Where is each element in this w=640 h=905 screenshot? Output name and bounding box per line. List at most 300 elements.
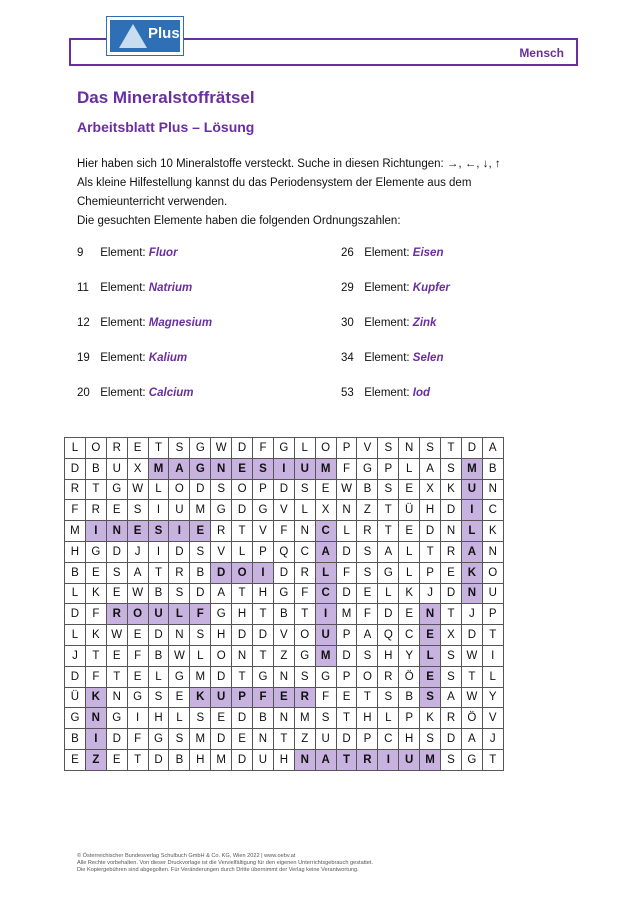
grid-cell: Y <box>482 687 503 708</box>
element-item: 20 Element: Calcium <box>77 387 194 399</box>
grid-cell: W <box>461 687 482 708</box>
grid-cell: C <box>399 625 420 646</box>
grid-cell: I <box>127 708 148 729</box>
grid-cell: K <box>441 479 462 500</box>
grid-cell: T <box>482 749 503 770</box>
grid-cell: R <box>441 708 462 729</box>
grid-cell: I <box>169 521 190 542</box>
grid-cell: B <box>169 749 190 770</box>
grid-cell: A <box>315 541 336 562</box>
grid-cell: Ö <box>461 708 482 729</box>
grid-cell: T <box>441 604 462 625</box>
grid-cell: U <box>106 458 127 479</box>
grid-cell: K <box>461 562 482 583</box>
grid-cell: S <box>441 458 462 479</box>
grid-cell: B <box>273 604 294 625</box>
instruction-line: Die gesuchten Elemente haben die folgenden Ordnungszahlen: <box>77 215 401 227</box>
grid-cell: L <box>294 438 315 459</box>
grid-cell: I <box>85 729 106 750</box>
grid-cell: P <box>336 666 357 687</box>
grid-cell: C <box>378 729 399 750</box>
grid-cell: V <box>253 521 274 542</box>
grid-cell: A <box>127 562 148 583</box>
footer-line: Alle Rechte vorbehalten. Von dieser Druckvorlage ist die Vervielfältigung für den eigenen Unterrichtsgebrauch gestattet. <box>77 860 374 866</box>
grid-cell: Z <box>85 749 106 770</box>
grid-cell: B <box>399 687 420 708</box>
element-answer: Eisen <box>412 247 444 259</box>
grid-cell: G <box>65 708 86 729</box>
grid-cell: U <box>169 500 190 521</box>
grid-cell: D <box>273 479 294 500</box>
grid-cell: R <box>85 500 106 521</box>
grid-cell: O <box>357 666 378 687</box>
grid-cell: N <box>399 438 420 459</box>
grid-cell: E <box>420 625 441 646</box>
grid-cell: O <box>85 438 106 459</box>
grid-cell: W <box>106 625 127 646</box>
grid-cell: D <box>253 625 274 646</box>
grid-row <box>65 645 504 666</box>
subject-label: Mensch <box>519 46 564 60</box>
grid-cell: T <box>232 666 253 687</box>
grid-cell: E <box>399 604 420 625</box>
grid-cell: A <box>357 625 378 646</box>
grid-cell: T <box>273 729 294 750</box>
grid-cell: G <box>253 500 274 521</box>
grid-cell: M <box>190 729 211 750</box>
grid-cell: L <box>148 479 169 500</box>
grid-cell: E <box>336 687 357 708</box>
grid-cell: D <box>461 438 482 459</box>
grid-row <box>65 604 504 625</box>
grid-cell: C <box>482 500 503 521</box>
footer <box>77 853 373 874</box>
grid-cell: F <box>85 604 106 625</box>
grid-cell: N <box>441 521 462 542</box>
grid-cell: S <box>169 729 190 750</box>
grid-cell: C <box>315 521 336 542</box>
grid-cell: A <box>461 729 482 750</box>
grid-cell: D <box>232 438 253 459</box>
grid-cell: I <box>273 458 294 479</box>
grid-cell: H <box>65 541 86 562</box>
grid-cell: M <box>294 708 315 729</box>
grid-cell: R <box>294 687 315 708</box>
grid-row <box>65 521 504 542</box>
grid-cell: R <box>211 521 232 542</box>
grid-cell: P <box>420 562 441 583</box>
grid-cell: W <box>461 645 482 666</box>
grid-cell: Y <box>399 645 420 666</box>
element-answer: Kupfer <box>412 282 450 294</box>
element-answer: Natrium <box>148 282 193 294</box>
grid-cell: T <box>127 749 148 770</box>
grid-cell: T <box>441 438 462 459</box>
grid-cell: A <box>461 541 482 562</box>
grid-cell: F <box>127 729 148 750</box>
grid-cell: H <box>148 708 169 729</box>
grid-cell: O <box>169 479 190 500</box>
grid-cell: A <box>482 438 503 459</box>
grid-cell: K <box>399 583 420 604</box>
grid-cell: E <box>106 645 127 666</box>
grid-cell: O <box>315 438 336 459</box>
grid-row <box>65 708 504 729</box>
grid-cell: N <box>273 666 294 687</box>
grid-cell: P <box>378 458 399 479</box>
grid-cell: N <box>169 625 190 646</box>
grid-cell: W <box>127 583 148 604</box>
grid-cell: R <box>378 666 399 687</box>
grid-cell: P <box>482 604 503 625</box>
grid-cell: N <box>294 749 315 770</box>
grid-cell: E <box>127 666 148 687</box>
grid-cell: E <box>211 708 232 729</box>
grid-cell: G <box>169 666 190 687</box>
grid-cell: B <box>65 562 86 583</box>
grid-cell: P <box>399 708 420 729</box>
grid-cell: M <box>315 458 336 479</box>
grid-cell: L <box>232 541 253 562</box>
grid-cell: F <box>315 687 336 708</box>
grid-cell: T <box>106 666 127 687</box>
grid-cell: A <box>315 749 336 770</box>
grid-cell: S <box>357 562 378 583</box>
grid-cell: S <box>420 687 441 708</box>
grid-cell: S <box>378 479 399 500</box>
grid-row <box>65 458 504 479</box>
grid-cell: B <box>253 708 274 729</box>
grid-cell: D <box>441 500 462 521</box>
grid-cell: S <box>441 749 462 770</box>
grid-cell: T <box>148 562 169 583</box>
grid-cell: F <box>336 562 357 583</box>
grid-cell: G <box>461 749 482 770</box>
grid-cell: W <box>211 438 232 459</box>
grid-cell: M <box>420 749 441 770</box>
grid-cell: I <box>482 645 503 666</box>
grid-cell: R <box>357 749 378 770</box>
grid-cell: N <box>482 541 503 562</box>
grid-row <box>65 541 504 562</box>
grid-cell: L <box>399 562 420 583</box>
grid-cell: N <box>273 708 294 729</box>
grid-cell: D <box>273 562 294 583</box>
grid-cell: V <box>273 625 294 646</box>
grid-cell: N <box>294 521 315 542</box>
element-answer: Iod <box>412 387 431 399</box>
grid-cell: V <box>357 438 378 459</box>
grid-cell: T <box>357 687 378 708</box>
grid-cell: K <box>190 687 211 708</box>
grid-cell: L <box>399 541 420 562</box>
element-item: 29 Element: Kupfer <box>341 282 450 294</box>
grid-cell: I <box>148 541 169 562</box>
grid-cell: F <box>273 521 294 542</box>
grid-cell: E <box>273 687 294 708</box>
grid-cell: F <box>127 645 148 666</box>
grid-cell: J <box>65 645 86 666</box>
grid-cell: L <box>315 562 336 583</box>
grid-cell: U <box>253 749 274 770</box>
grid-cell: K <box>420 708 441 729</box>
grid-cell: H <box>420 500 441 521</box>
instruction-line: Chemieunterricht verwenden. <box>77 196 228 208</box>
grid-cell: P <box>253 541 274 562</box>
triangle-icon <box>119 24 147 48</box>
element-item: 26 Element: Eisen <box>341 247 444 259</box>
grid-cell: D <box>190 479 211 500</box>
grid-cell: O <box>294 625 315 646</box>
grid-cell: J <box>482 729 503 750</box>
grid-cell: E <box>169 687 190 708</box>
grid-cell: Ü <box>65 687 86 708</box>
grid-cell: Ü <box>399 500 420 521</box>
grid-cell: G <box>127 687 148 708</box>
grid-cell: E <box>127 521 148 542</box>
grid-cell: A <box>169 458 190 479</box>
grid-cell: H <box>273 749 294 770</box>
grid-cell: N <box>211 458 232 479</box>
grid-cell: O <box>127 604 148 625</box>
element-answer: Zink <box>412 317 437 329</box>
grid-cell: B <box>65 729 86 750</box>
grid-cell: I <box>85 521 106 542</box>
grid-cell: G <box>211 604 232 625</box>
grid-cell: D <box>232 625 253 646</box>
grid-row <box>65 500 504 521</box>
grid-cell: H <box>399 729 420 750</box>
grid-cell: B <box>190 562 211 583</box>
grid-cell: D <box>441 583 462 604</box>
grid-cell: O <box>232 562 253 583</box>
grid-cell: E <box>399 479 420 500</box>
grid-cell: E <box>420 666 441 687</box>
grid-cell: S <box>127 500 148 521</box>
grid-cell: T <box>482 625 503 646</box>
grid-cell: R <box>65 479 86 500</box>
grid-cell: D <box>169 541 190 562</box>
grid-cell: G <box>106 479 127 500</box>
grid-cell: W <box>169 645 190 666</box>
grid-cell: N <box>106 687 127 708</box>
grid-cell: L <box>169 604 190 625</box>
element-answer: Fluor <box>148 247 178 259</box>
grid-cell: D <box>420 521 441 542</box>
grid-row <box>65 687 504 708</box>
grid-cell: L <box>482 666 503 687</box>
grid-cell: T <box>85 645 106 666</box>
grid-cell: M <box>190 666 211 687</box>
grid-cell: F <box>65 500 86 521</box>
grid-cell: D <box>148 625 169 646</box>
grid-cell: D <box>336 729 357 750</box>
grid-cell: L <box>65 625 86 646</box>
grid-cell: U <box>294 458 315 479</box>
grid-cell: I <box>378 749 399 770</box>
grid-row <box>65 583 504 604</box>
grid-cell: J <box>420 583 441 604</box>
plus-logo <box>107 17 183 55</box>
element-item: 53 Element: Iod <box>341 387 431 399</box>
instruction-line: Als kleine Hilfestellung kannst du das Periodensystem der Elemente aus dem <box>77 177 472 189</box>
grid-cell: U <box>315 625 336 646</box>
grid-cell: J <box>127 541 148 562</box>
grid-cell: S <box>441 645 462 666</box>
grid-cell: N <box>253 729 274 750</box>
grid-cell: D <box>336 645 357 666</box>
grid-cell: G <box>85 541 106 562</box>
grid-cell: D <box>336 583 357 604</box>
grid-cell: M <box>65 521 86 542</box>
grid-cell: I <box>253 562 274 583</box>
grid-cell: F <box>357 604 378 625</box>
grid-cell: N <box>461 583 482 604</box>
grid-cell: L <box>461 521 482 542</box>
grid-cell: S <box>294 479 315 500</box>
grid-cell: M <box>190 500 211 521</box>
grid-cell: E <box>65 749 86 770</box>
grid-cell: Ö <box>399 666 420 687</box>
grid-cell: A <box>378 541 399 562</box>
grid-cell: O <box>232 479 253 500</box>
grid-cell: S <box>441 666 462 687</box>
grid-cell: K <box>85 687 106 708</box>
grid-cell: R <box>441 541 462 562</box>
grid-cell: S <box>169 438 190 459</box>
grid-row <box>65 749 504 770</box>
grid-cell: Z <box>357 500 378 521</box>
grid-cell: T <box>253 645 274 666</box>
grid-cell: B <box>85 458 106 479</box>
grid-row <box>65 438 504 459</box>
element-answer: Magnesium <box>148 317 213 329</box>
grid-cell: S <box>148 687 169 708</box>
grid-cell: V <box>482 708 503 729</box>
grid-cell: I <box>461 500 482 521</box>
grid-cell: L <box>420 645 441 666</box>
grid-cell: H <box>190 749 211 770</box>
grid-cell: G <box>190 458 211 479</box>
grid-cell: E <box>441 562 462 583</box>
grid-cell: U <box>148 604 169 625</box>
grid-cell: E <box>399 521 420 542</box>
grid-cell: E <box>232 729 253 750</box>
grid-cell: G <box>294 645 315 666</box>
grid-cell: C <box>315 583 336 604</box>
grid-cell: T <box>336 708 357 729</box>
grid-cell: K <box>482 521 503 542</box>
element-item: 9 Element: Fluor <box>77 247 178 259</box>
grid-cell: N <box>336 500 357 521</box>
grid-cell: P <box>232 687 253 708</box>
grid-cell: V <box>211 541 232 562</box>
grid-cell: R <box>357 521 378 542</box>
grid-cell: P <box>336 625 357 646</box>
grid-cell: F <box>190 604 211 625</box>
grid-cell: M <box>211 749 232 770</box>
grid-cell: T <box>85 479 106 500</box>
grid-cell: H <box>253 583 274 604</box>
grid-cell: X <box>420 479 441 500</box>
grid-cell: B <box>148 645 169 666</box>
grid-cell: R <box>106 604 127 625</box>
logo-text: Plus <box>148 25 180 42</box>
grid-cell: P <box>253 479 274 500</box>
footer-line: Die Kopiergebühren sind abgegolten. Für Veränderungen durch Dritte übernimmt der Verlag keine Verantwortung. <box>77 867 359 873</box>
grid-cell: T <box>336 749 357 770</box>
grid-cell: R <box>294 562 315 583</box>
grid-cell: S <box>378 687 399 708</box>
grid-cell: D <box>65 604 86 625</box>
grid-cell: Q <box>378 625 399 646</box>
grid-cell: G <box>378 562 399 583</box>
grid-row <box>65 562 504 583</box>
grid-cell: L <box>148 666 169 687</box>
grid-cell: G <box>106 708 127 729</box>
grid-cell: Z <box>294 729 315 750</box>
element-answer: Selen <box>412 352 444 364</box>
grid-cell: M <box>336 604 357 625</box>
grid-cell: D <box>211 666 232 687</box>
grid-cell: G <box>190 438 211 459</box>
grid-cell: X <box>127 458 148 479</box>
grid-cell: D <box>441 729 462 750</box>
grid-cell: U <box>315 729 336 750</box>
element-item: 11 Element: Natrium <box>77 282 193 294</box>
grid-cell: V <box>273 500 294 521</box>
grid-cell: S <box>169 583 190 604</box>
grid-cell: E <box>315 479 336 500</box>
grid-cell: L <box>294 500 315 521</box>
grid-cell: F <box>85 666 106 687</box>
grid-cell: K <box>85 625 106 646</box>
grid-cell: F <box>336 458 357 479</box>
grid-row <box>65 666 504 687</box>
grid-cell: T <box>232 521 253 542</box>
grid-cell: A <box>420 458 441 479</box>
element-item: 30 Element: Zink <box>341 317 437 329</box>
grid-cell: S <box>106 562 127 583</box>
grid-cell: G <box>315 666 336 687</box>
grid-cell: E <box>106 749 127 770</box>
grid-cell: Q <box>273 541 294 562</box>
grid-cell: M <box>461 458 482 479</box>
grid-cell: N <box>420 604 441 625</box>
grid-cell: T <box>253 604 274 625</box>
grid-cell: F <box>253 438 274 459</box>
grid-cell: S <box>190 708 211 729</box>
grid-cell: U <box>482 583 503 604</box>
grid-cell: O <box>211 645 232 666</box>
page-subtitle: Arbeitsblatt Plus – Lösung <box>77 119 255 135</box>
grid-cell: A <box>211 583 232 604</box>
grid-cell: S <box>294 666 315 687</box>
grid-cell: N <box>482 479 503 500</box>
instruction-line: Hier haben sich 10 Mineralstoffe versteckt. Suche in diesen Richtungen: →, ←, ↓, ↑ <box>77 158 501 170</box>
grid-cell: S <box>357 541 378 562</box>
grid-cell: D <box>336 541 357 562</box>
grid-cell: Z <box>273 645 294 666</box>
element-answer: Calcium <box>148 387 194 399</box>
grid-cell: D <box>106 729 127 750</box>
grid-cell: D <box>65 666 86 687</box>
grid-cell: U <box>461 479 482 500</box>
grid-cell: T <box>378 500 399 521</box>
grid-cell: T <box>378 521 399 542</box>
grid-cell: S <box>190 541 211 562</box>
grid-cell: N <box>85 708 106 729</box>
